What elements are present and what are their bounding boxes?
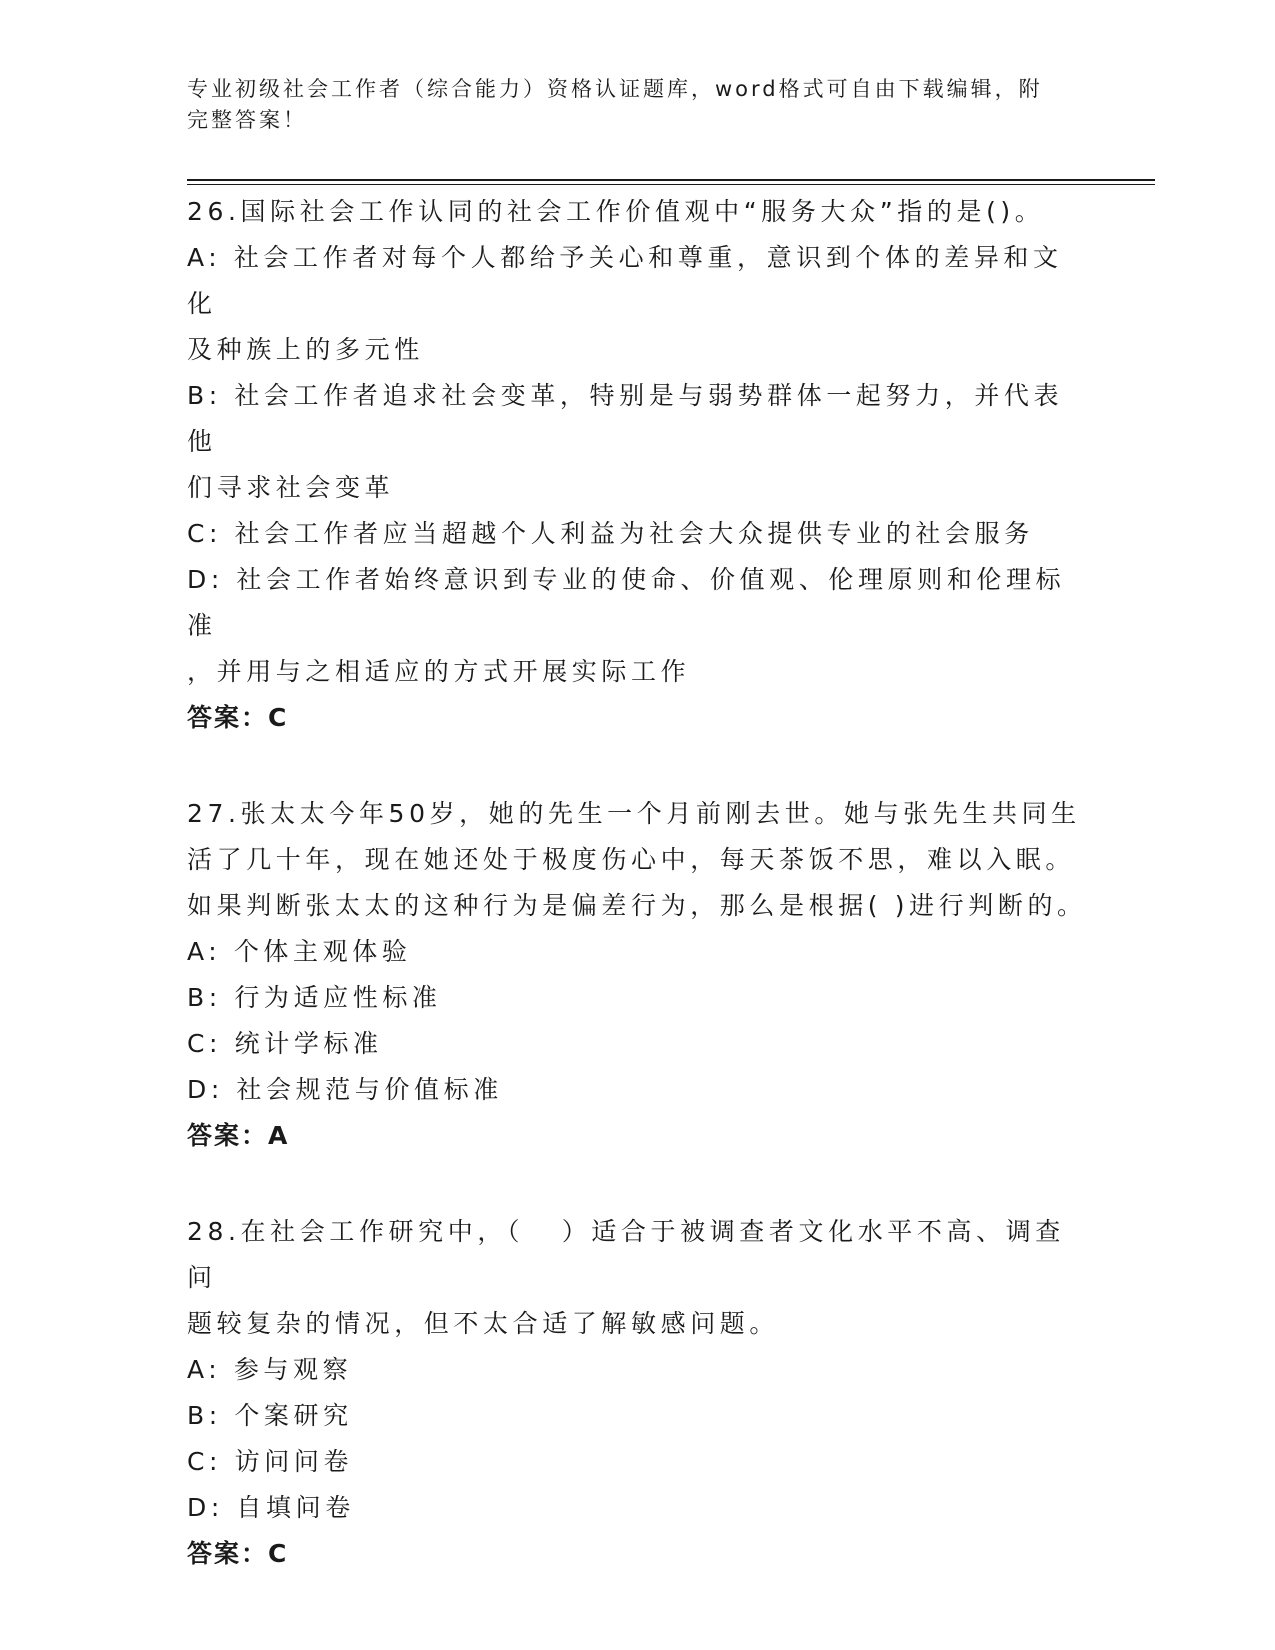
header-divider-thick: [187, 179, 1155, 181]
answer-option-line: B: 行为适应性标准: [187, 983, 442, 1012]
answer-option-line: 们寻求社会变革: [187, 473, 395, 502]
answer-option-line: D: 社会工作者始终意识到专业的使命、价值观、伦理原则和伦理标准: [187, 565, 1066, 640]
answer-option-line: 及种族上的多元性: [187, 335, 424, 364]
answer-key: 答案：A: [187, 1121, 290, 1150]
answer-option-line: B: 个案研究: [187, 1401, 353, 1430]
answer-option-line: A: 社会工作者对每个人都给予关心和尊重，意识到个体的差异和文化: [187, 243, 1063, 318]
answer-option-line: A: 参与观察: [187, 1355, 353, 1384]
answer-key: 答案：C: [187, 1539, 289, 1568]
answer-key: 答案：C: [187, 703, 289, 732]
header-divider-thin: [187, 184, 1155, 185]
answer-option-line: C: 社会工作者应当超越个人利益为社会大众提供专业的社会服务: [187, 519, 1034, 548]
header-title-line-1: 专业初级社会工作者（综合能力）资格认证题库，word格式可自由下载编辑，附: [187, 77, 1043, 101]
question-text-line: 如果判断张太太的这种行为是偏差行为，那么是根据( )进行判断的。: [187, 891, 1087, 920]
header-title-line-2: 完整答案！: [187, 108, 307, 132]
question-block: [187, 189, 1087, 741]
question-text-line: 27.张太太今年50岁，她的先生一个月前刚去世。她与张先生共同生: [187, 799, 1081, 828]
question-block: [187, 791, 1087, 1159]
answer-option-line: D: 社会规范与价值标准: [187, 1075, 503, 1104]
question-text-line: 26.国际社会工作认同的社会工作价值观中“服务大众”指的是()。: [187, 197, 1045, 226]
answer-option-line: C: 访问问卷: [187, 1447, 354, 1476]
answer-option-line: A: 个体主观体验: [187, 937, 412, 966]
answer-option-line: B: 社会工作者追求社会变革，特别是与弱势群体一起努力，并代表他: [187, 381, 1064, 456]
answer-option-line: D: 自填问卷: [187, 1493, 355, 1522]
question-block: [187, 1209, 1087, 1577]
answer-option-line: C: 统计学标准: [187, 1029, 383, 1058]
question-text-line: 题较复杂的情况，但不太合适了解敏感问题。: [187, 1309, 780, 1338]
question-text-line: 活了几十年，现在她还处于极度伤心中，每天茶饭不思，难以入眠。: [187, 845, 1076, 874]
answer-option-line: ，并用与之相适应的方式开展实际工作: [187, 657, 691, 686]
question-list: [187, 189, 1087, 1627]
question-text-line: 28.在社会工作研究中，（ ）适合于被调查者文化水平不高、调查问: [187, 1217, 1065, 1292]
document-header: [187, 74, 1077, 136]
